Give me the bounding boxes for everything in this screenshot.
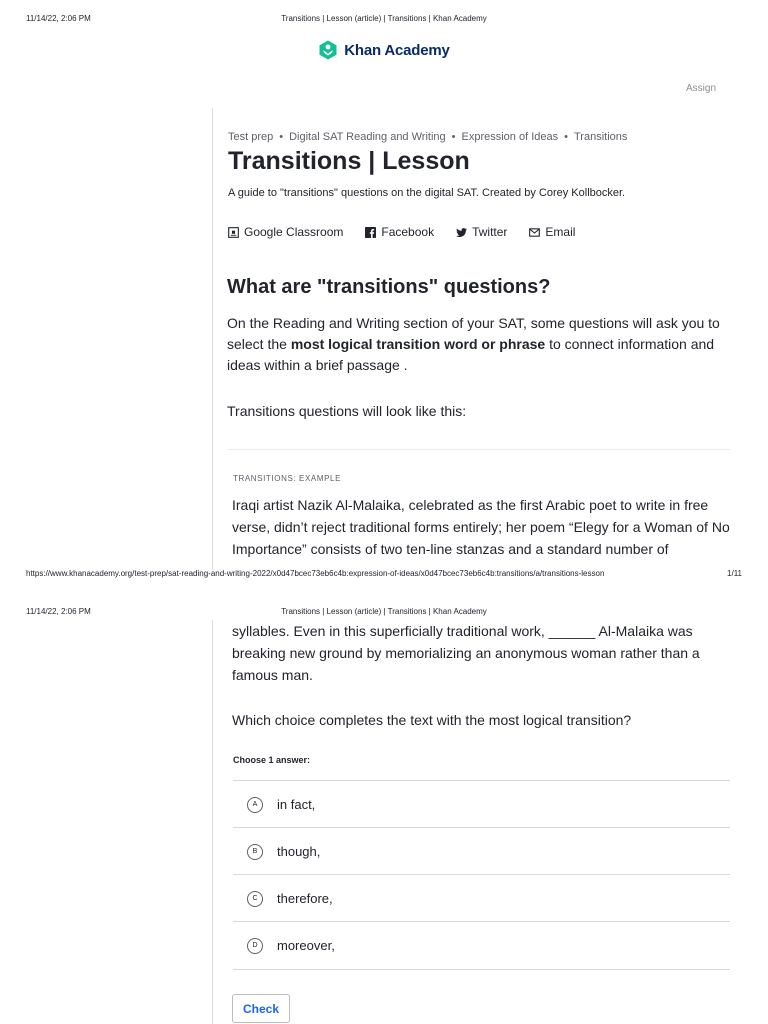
intro-bold-phrase: most logical transition word or phrase [290, 336, 546, 352]
breadcrumb-transitions[interactable]: Transitions [573, 131, 628, 143]
email-icon [529, 227, 540, 238]
choice-text-b: though, [277, 844, 321, 859]
intro-text-start: On the Reading and Writing section of your SAT, some questions will ask you to select the [227, 315, 720, 352]
answer-choice-a[interactable] [233, 780, 730, 828]
content-left-rule [212, 108, 213, 570]
print-doc-title: Transitions | Lesson (article) | Transitions | Khan Academy [281, 14, 487, 23]
breadcrumb-separator: • [564, 131, 568, 143]
share-facebook-label: Facebook [381, 225, 435, 239]
check-button[interactable]: Check [232, 994, 290, 1023]
answer-choice-b[interactable] [233, 827, 730, 875]
share-email-label: Email [545, 225, 576, 239]
breadcrumb [228, 131, 627, 143]
breadcrumb-separator: • [279, 131, 284, 143]
choice-letter-d: D [247, 938, 263, 954]
print-date: 11/14/22, 2:06 PM [26, 14, 91, 23]
page-subtitle: A guide to "transitions" questions on the digital SAT. Created by Corey Kollbocker. [228, 187, 626, 199]
question-prompt: Which choice completes the text with the most logical transition? [232, 712, 632, 728]
breadcrumb-digital-sat[interactable]: Digital SAT Reading and Writing [289, 131, 446, 143]
example-divider [228, 449, 730, 450]
print-date: 11/14/22, 2:06 PM [26, 607, 91, 616]
content-left-rule [212, 620, 213, 1024]
print-page-number: 1/11 [727, 569, 742, 578]
example-label: TRANSITIONS: EXAMPLE [233, 474, 342, 483]
choice-letter-c: C [247, 891, 263, 907]
choice-text-a: in fact, [277, 797, 316, 812]
choose-answer-label: Choose 1 answer: [233, 755, 311, 765]
answer-choice-c[interactable] [233, 874, 730, 922]
share-google-classroom-label: Google Classroom [244, 225, 344, 239]
choice-letter-a: A [247, 797, 263, 813]
share-email[interactable] [529, 225, 575, 239]
share-google-classroom[interactable] [228, 225, 343, 239]
breadcrumb-expression-of-ideas[interactable]: Expression of Ideas [461, 131, 559, 143]
example-passage-part1: Iraqi artist Nazik Al-Malaika, celebrated as the first Arabic poet to write in free verse, didn’t reject traditional forms entirely; her poem “Elegy for a Woman of No Importance” consists of two ten-line stanzas and a standard number of [232, 497, 730, 557]
intro-paragraph-2: Transitions questions will look like this: [227, 403, 467, 419]
google-classroom-icon [228, 227, 239, 238]
example-passage-part2: syllables. Even in this superficially traditional work, ______ Al-Malaika was breaking new ground by memorializing an anonymous woman rather than a famous man. [232, 623, 700, 683]
print-url: https://www.khanacademy.org/test-prep/sat-reading-and-writing-2022/x0d47bcec73eb6c4b:expression-of-ideas/x0d47bcec73eb6c4b:transitions/a/transitions-lesson [26, 569, 605, 578]
print-doc-title: Transitions | Lesson (article) | Transitions | Khan Academy [281, 607, 487, 616]
share-facebook[interactable] [365, 225, 434, 239]
assign-button[interactable]: Assign [686, 83, 717, 94]
share-links [228, 225, 575, 239]
section-heading: What are "transitions" questions? [227, 276, 551, 298]
breadcrumb-separator: • [451, 131, 456, 143]
choice-letter-b: B [247, 844, 263, 860]
breadcrumb-test-prep[interactable]: Test prep [228, 131, 274, 143]
share-twitter-label: Twitter [472, 225, 508, 239]
khan-academy-logo[interactable] [0, 40, 768, 60]
share-twitter[interactable] [456, 225, 507, 239]
khan-academy-logo-icon [318, 40, 338, 60]
choice-text-c: therefore, [277, 891, 333, 906]
facebook-icon [365, 227, 376, 238]
page-title: Transitions | Lesson [228, 147, 470, 175]
choice-text-d: moreover, [277, 938, 335, 953]
twitter-icon [456, 227, 467, 238]
logo-text: Khan Academy [344, 41, 450, 59]
answer-choice-d[interactable] [233, 921, 730, 970]
intro-paragraph [227, 313, 727, 376]
intro-text-end: to connect information and ideas within a brief passage . [227, 336, 715, 373]
